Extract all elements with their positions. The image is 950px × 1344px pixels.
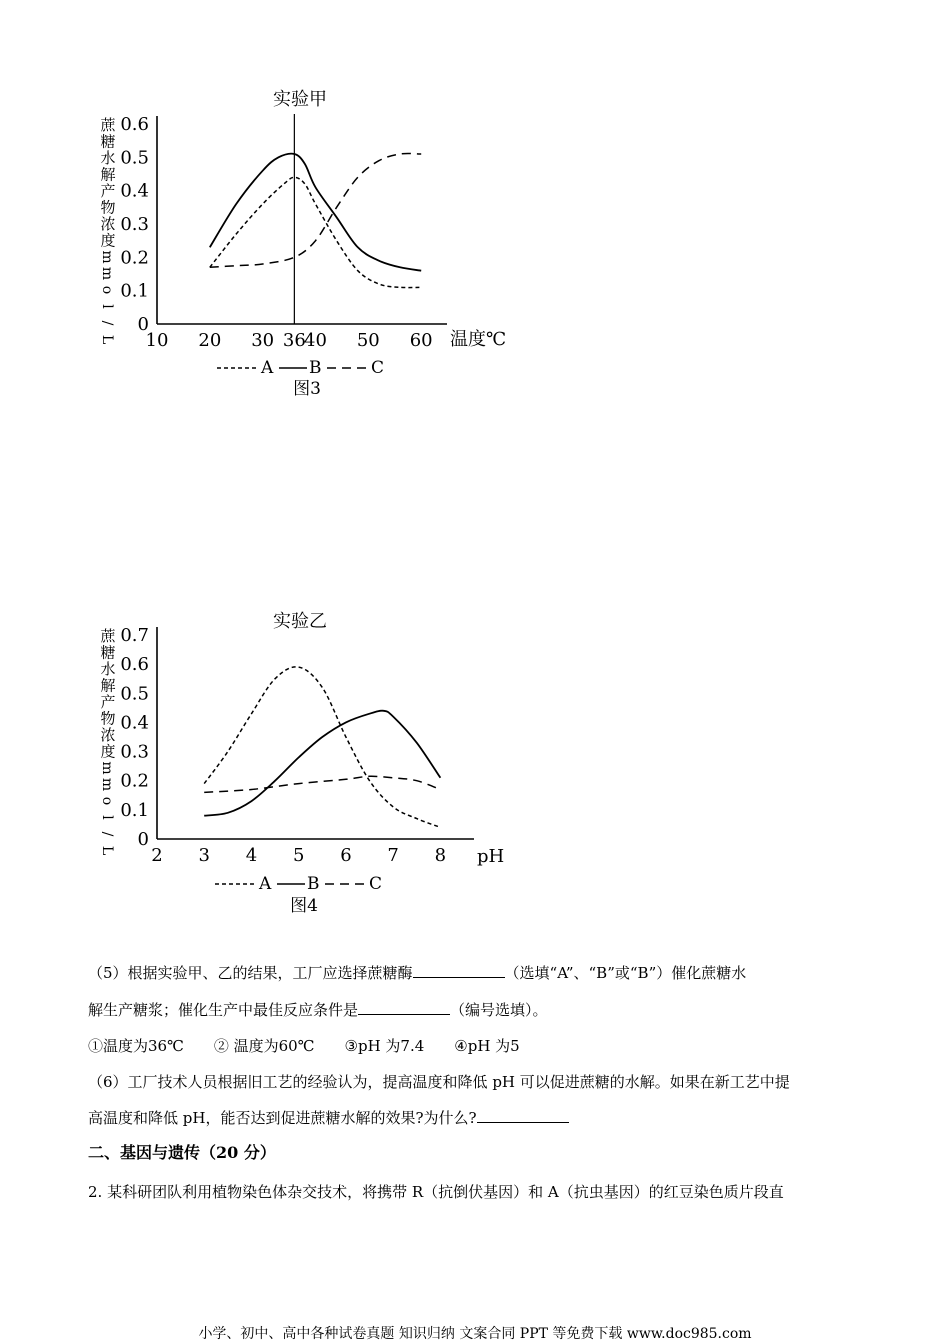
chart-title: 实验甲 bbox=[273, 89, 327, 110]
x-axis-label: pH bbox=[477, 846, 505, 867]
legend-label-B: B bbox=[309, 358, 322, 378]
section-heading: 二、基因与遗传（20 分） bbox=[88, 1143, 276, 1162]
page-footer: 小学、初中、高中各种试卷真题 知识归纳 文案合同 PPT 等免费下载 www.doc985.com bbox=[198, 1326, 752, 1342]
x-tick-label: 3 bbox=[198, 845, 210, 866]
y-axis-label-char: 物 bbox=[100, 709, 116, 728]
x-tick-label: 40 bbox=[304, 330, 327, 351]
y-axis-label-char: 糖 bbox=[100, 643, 116, 662]
y-axis-label-char: m bbox=[99, 761, 115, 775]
figure-caption: 图4 bbox=[290, 896, 318, 916]
q5-text: （5）根据实验甲、乙的结果，工厂应选择蔗糖酶 bbox=[88, 964, 413, 982]
y-axis-label-char: 度 bbox=[100, 231, 116, 250]
y-tick-label: 0.1 bbox=[120, 280, 149, 302]
series-line-C bbox=[204, 776, 440, 792]
x-tick-label: 30 bbox=[251, 330, 275, 351]
axes bbox=[157, 627, 474, 839]
question-6-line-1: （6）工厂技术人员根据旧工艺的经验认为，提高温度和降低 pH 可以促进蔗糖的水解。如果在新工艺中提 bbox=[88, 1073, 790, 1091]
y-axis-label-char: o bbox=[99, 796, 115, 806]
y-tick-label: 0.3 bbox=[120, 214, 149, 235]
y-tick-label: 0.5 bbox=[120, 683, 149, 705]
option-4: ④pH 为5 bbox=[454, 1037, 520, 1055]
y-ticks bbox=[120, 114, 149, 335]
y-axis-label-char: m bbox=[99, 266, 115, 281]
series-line-A bbox=[204, 667, 440, 827]
y-tick-label: 0.6 bbox=[120, 654, 149, 676]
y-tick-label: 0.4 bbox=[120, 712, 149, 734]
series-line-C bbox=[210, 154, 421, 268]
legend-label-C: C bbox=[371, 358, 385, 378]
x-ticks bbox=[151, 845, 446, 866]
y-axis-label-char: 度 bbox=[100, 742, 116, 761]
x-tick-label: 2 bbox=[151, 845, 163, 866]
y-axis-label-char: o bbox=[99, 285, 115, 295]
y-tick-label: 0.7 bbox=[120, 625, 149, 646]
x-axis-label: 温度℃ bbox=[450, 329, 507, 350]
y-axis-label-char: 解 bbox=[100, 676, 116, 695]
x-tick-label: 36 bbox=[282, 330, 306, 351]
y-axis-label-char: / bbox=[99, 831, 115, 837]
question-6-line-2 bbox=[88, 1108, 878, 1128]
x-tick-label: 4 bbox=[245, 845, 258, 866]
y-axis-label-char: 浓 bbox=[100, 726, 116, 744]
option-2: ② 温度为60℃ bbox=[213, 1037, 315, 1055]
series-group bbox=[210, 154, 421, 288]
question-2-line-1: 2. 某科研团队利用植物染色体杂交技术，将携带 R（抗倒伏基因）和 A（抗虫基因）的红豆染色质片段直 bbox=[88, 1183, 784, 1201]
legend-label-A: A bbox=[259, 874, 272, 894]
y-axis-label-char: 糖 bbox=[100, 132, 116, 151]
y-tick-label: 0.2 bbox=[120, 770, 149, 792]
y-axis-label-char: m bbox=[99, 250, 115, 264]
y-axis-label-char: 水 bbox=[100, 660, 116, 678]
y-tick-label: 0 bbox=[137, 829, 149, 850]
y-axis-label-char: 水 bbox=[100, 149, 116, 167]
y-axis-label-char: 浓 bbox=[100, 215, 116, 233]
y-tick-label: 0 bbox=[137, 314, 149, 335]
y-tick-label: 0.1 bbox=[120, 799, 149, 821]
q6-text: 高温度和降低 pH，能否达到促进蔗糖水解的效果?为什么? bbox=[88, 1109, 477, 1127]
x-tick-label: 7 bbox=[387, 845, 399, 866]
figure-4-chart bbox=[0, 600, 560, 920]
legend-label-C: C bbox=[369, 874, 383, 894]
y-axis-label-char: l bbox=[99, 304, 115, 309]
option-1: ①温度为36℃ bbox=[88, 1037, 184, 1055]
series-group bbox=[204, 667, 440, 827]
axes bbox=[157, 114, 447, 324]
y-axis-label bbox=[99, 627, 116, 855]
answer-blank[interactable] bbox=[477, 1108, 569, 1123]
x-ticks bbox=[146, 330, 433, 351]
y-tick-label: 0.2 bbox=[120, 247, 149, 269]
series-line-A bbox=[210, 177, 421, 287]
y-axis-label-char: 产 bbox=[100, 182, 116, 200]
x-tick-label: 20 bbox=[198, 330, 222, 351]
q5-text: （编号选填）。 bbox=[450, 1001, 548, 1019]
x-tick-label: 8 bbox=[434, 845, 447, 866]
series-line-B bbox=[204, 711, 440, 816]
answer-blank[interactable] bbox=[413, 963, 505, 978]
figure-caption: 图3 bbox=[293, 379, 321, 399]
y-axis-label-char: 产 bbox=[100, 693, 116, 711]
x-tick-label: 60 bbox=[409, 330, 433, 351]
legend-label-A: A bbox=[261, 358, 274, 378]
x-tick-label: 10 bbox=[145, 330, 169, 351]
q5-text: 解生产糖浆；催化生产中最佳反应条件是 bbox=[88, 1001, 359, 1019]
y-tick-label: 0.4 bbox=[120, 180, 149, 202]
legend bbox=[217, 358, 384, 378]
legend-label-B: B bbox=[307, 874, 320, 894]
y-tick-label: 0.5 bbox=[120, 147, 149, 169]
question-5-options bbox=[88, 1036, 878, 1056]
y-axis-label-char: L bbox=[99, 845, 115, 856]
x-tick-label: 5 bbox=[292, 845, 305, 866]
question-5-line-1 bbox=[88, 963, 878, 983]
y-axis-label-char: l bbox=[99, 815, 115, 820]
y-axis-label bbox=[99, 116, 116, 344]
series-line-B bbox=[210, 154, 421, 271]
option-3: ③pH 为7.4 bbox=[344, 1037, 425, 1055]
y-axis-label-char: m bbox=[99, 777, 115, 792]
y-axis-label-char: / bbox=[99, 320, 115, 326]
y-axis-label-char: 解 bbox=[100, 165, 116, 184]
answer-blank[interactable] bbox=[358, 1000, 450, 1015]
x-tick-label: 6 bbox=[340, 845, 352, 866]
y-tick-label: 0.3 bbox=[120, 741, 149, 763]
figure-3-chart bbox=[0, 80, 560, 410]
question-5-line-2 bbox=[88, 1000, 878, 1020]
legend bbox=[215, 874, 382, 894]
y-axis-label-char: L bbox=[99, 334, 115, 345]
y-axis-label-char: 蔗 bbox=[100, 627, 116, 645]
chart-title: 实验乙 bbox=[273, 611, 327, 632]
y-axis-label-char: 物 bbox=[100, 198, 116, 217]
y-tick-label: 0.6 bbox=[120, 114, 149, 135]
y-axis-label-char: 蔗 bbox=[100, 116, 116, 134]
q5-text: （选填“A”、“B”或“B”）催化蔗糖水 bbox=[504, 964, 747, 982]
x-tick-label: 50 bbox=[356, 330, 380, 351]
y-ticks bbox=[120, 625, 149, 850]
